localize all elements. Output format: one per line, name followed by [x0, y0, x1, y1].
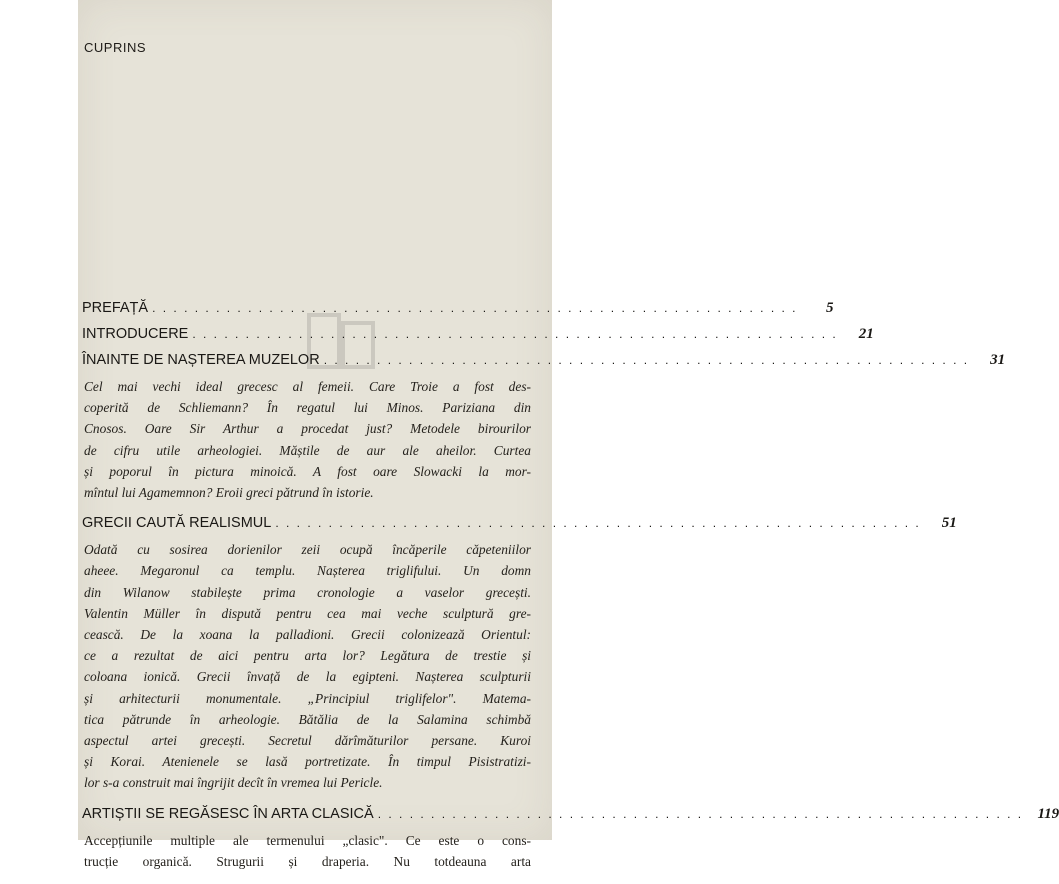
toc-entry-description [82, 539, 537, 793]
toc-entry-title: GRECII CAUTĂ REALISMUL [82, 515, 272, 532]
toc-entry [82, 326, 874, 352]
toc-page-number: 51 [941, 515, 957, 532]
table-of-contents [82, 300, 1059, 884]
toc-entry-title: ARTIȘTII SE REGĂSESC ÎN ARTA CLASICĂ [82, 805, 374, 822]
dot-leader [192, 327, 837, 341]
description-line: din Wilanow stabilește prima cronologie a vaselor grecești. [84, 584, 531, 600]
description-line: de cifru utile arheologiei. Măștile de aur ale aheilor. Curtea [84, 442, 531, 458]
description-line: mîntul lui Agamemnon? Eroii greci pătrund în istorie. [84, 485, 374, 501]
description-line: trucție organică. Strugurii și draperia. Nu totdeauna arta [84, 853, 531, 869]
toc-page-number: 5 [826, 300, 834, 316]
description-line: coperită de Schliemann? În regatul lui Minos. Pariziana din [84, 400, 531, 416]
description-line: Cnosos. Oare Sir Arthur a procedat just? Metodele birourilor [84, 421, 531, 437]
toc-entry-description [82, 376, 537, 503]
toc-entry-line [82, 515, 957, 537]
description-line: aspectul artei grecești. Secretul dărîmăturilor persane. Kuroi [84, 733, 531, 749]
toc-page-number: 119 [1037, 805, 1059, 822]
book-page [78, 0, 1059, 869]
toc-page-number: 21 [858, 326, 874, 342]
toc-entry [82, 300, 834, 326]
toc-entry-line [82, 805, 1059, 828]
page-heading: CUPRINS [84, 40, 147, 55]
toc-page-number: 31 [990, 352, 1006, 368]
toc-entry-line [82, 352, 1006, 374]
toc-entry-title: ÎNAINTE DE NAȘTEREA MUZELOR [82, 352, 320, 368]
description-line: aheee. Megaronul ca templu. Nașterea triglifului. Un domn [84, 563, 531, 579]
description-line: ce a rezultat de aici pentru arta lor? Legătura de trestie și [84, 648, 531, 664]
dot-leader [324, 353, 969, 367]
toc-entry-line [82, 300, 834, 322]
description-line: și poporul în pictura minoică. A fost oare Slowacki la mor- [84, 463, 531, 479]
dot-leader [275, 516, 920, 530]
toc-entry-title: PREFAȚĂ [82, 300, 149, 316]
toc-entry [82, 352, 1006, 503]
description-line: tica pătrunde în arheologie. Bătălia de la Salamina schimbă [84, 711, 531, 727]
description-line: cească. De la xoana la palladioni. Grecii colonizează Orientul: [84, 627, 531, 643]
description-line: și Korai. Atenienele se lasă portretizate. În timpul Pisistratizi- [84, 754, 531, 770]
description-line: coloana ionică. Grecii învață de la egipteni. Nașterea sculpturii [84, 669, 531, 685]
toc-entry-description [82, 830, 537, 872]
toc-entry [82, 805, 1059, 872]
toc-entry-title: INTRODUCERE [82, 326, 189, 342]
dot-leader [378, 807, 1023, 821]
description-line: și arhitecturii monumentale. „Principiul triglifelor". Matema- [84, 690, 531, 706]
description-line: Accepțiunile multiple ale termenului „clasic". Ce este o cons- [84, 832, 531, 848]
description-line: Cel mai vechi ideal grecesc al femeii. Care Troie a fost des- [84, 379, 531, 394]
description-line: lor s-a construit mai îngrijit decît în vremea lui Pericle. [84, 775, 383, 791]
dot-leader [152, 301, 797, 315]
toc-entry-line [82, 326, 874, 348]
description-line: Odată cu sosirea dorienilor zeii ocupă încăperile căpeteniilor [84, 542, 531, 558]
toc-entry [82, 515, 957, 793]
description-line: Valentin Müller în dispută pentru cea mai veche sculptură gre- [84, 605, 531, 621]
